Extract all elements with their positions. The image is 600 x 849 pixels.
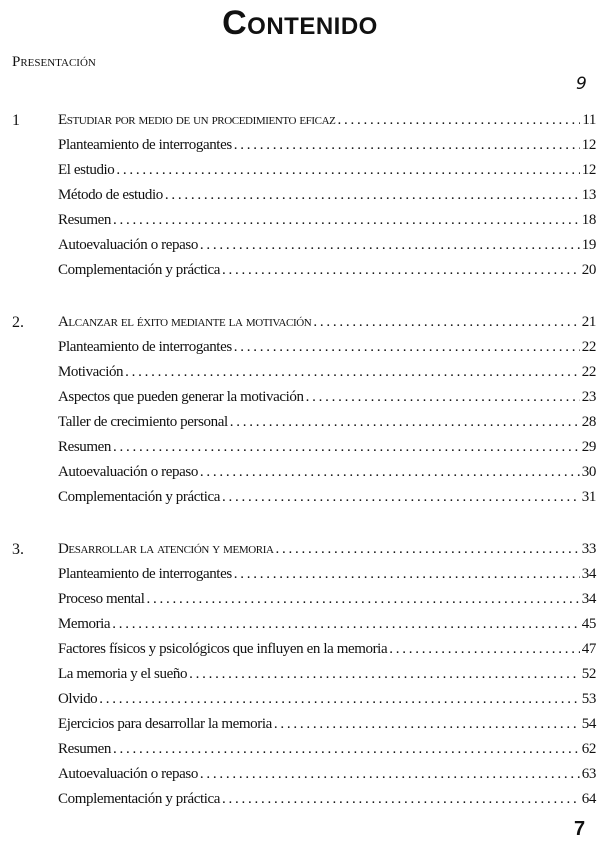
entry-page: 28 (581, 414, 596, 430)
entry-label: Aspectos que pueden generar la motivación (58, 389, 304, 405)
leader-dots (234, 566, 580, 583)
leader-dots (222, 262, 580, 279)
entry-label: Taller de crecimiento personal (58, 414, 228, 430)
toc-entry (58, 741, 596, 763)
toc-entry (58, 212, 596, 234)
leader-dots (125, 364, 580, 381)
chapter-page: 11 (582, 112, 596, 128)
leader-dots (113, 741, 580, 758)
entry-label: Memoria (58, 616, 111, 632)
toc-entry (58, 489, 596, 511)
entry-page: 52 (581, 666, 596, 682)
leader-dots (116, 162, 579, 179)
chapter-title: Desarrollar la atención y memoria (58, 541, 274, 557)
chapter-number: 1 (12, 112, 20, 129)
chapter-title: Alcanzar el éxito mediante la motivación (58, 314, 312, 330)
chapter-number: 2. (12, 314, 24, 331)
entry-page: 63 (581, 766, 596, 782)
toc-entry (58, 364, 596, 386)
presentation-page: 9 (576, 74, 587, 94)
toc-entry (58, 137, 596, 159)
leader-dots (306, 389, 580, 406)
chapter-number: 3. (12, 541, 24, 558)
entry-page: 12 (581, 162, 596, 178)
leader-dots (313, 314, 579, 331)
entry-label: Ejercicios para desarrollar la memoria (58, 716, 272, 732)
leader-dots (189, 666, 580, 683)
toc-entry (58, 616, 596, 638)
chapter-title: Estudiar por medio de un procedimiento eficaz (58, 112, 336, 128)
entry-page: 45 (581, 616, 596, 632)
chapter-heading (58, 314, 596, 336)
entry-label: La memoria y el sueño (58, 666, 188, 682)
leader-dots (389, 641, 580, 658)
leader-dots (274, 716, 580, 733)
entry-label: Factores físicos y psicológicos que influyen en la memoria (58, 641, 388, 657)
entry-page: 19 (581, 237, 596, 253)
toc-entry (58, 641, 596, 663)
entry-label: Autoevaluación o repaso (58, 464, 198, 480)
entry-label: Complementación y práctica (58, 791, 221, 807)
toc-entry (58, 187, 596, 209)
entry-page: 54 (581, 716, 596, 732)
entry-page: 22 (581, 339, 596, 355)
entry-page: 12 (581, 137, 596, 153)
leader-dots (234, 137, 580, 154)
entry-label: Proceso mental (58, 591, 145, 607)
leader-dots (200, 237, 580, 254)
entry-label: Planteamiento de interrogantes (58, 339, 232, 355)
toc-entry (58, 339, 596, 361)
entry-page: 23 (581, 389, 596, 405)
presentation-label: Presentación (12, 54, 96, 70)
chapter-heading (58, 541, 596, 563)
toc-entry (58, 237, 596, 259)
entry-label: Motivación (58, 364, 124, 380)
entry-page: 31 (581, 489, 596, 505)
toc-entry (58, 791, 596, 813)
entry-page: 30 (581, 464, 596, 480)
toc-entry (58, 162, 596, 184)
chapter-page: 33 (581, 541, 596, 557)
leader-dots (112, 616, 580, 633)
entry-label: Planteamiento de interrogantes (58, 566, 232, 582)
entry-label: Planteamiento de interrogantes (58, 137, 232, 153)
entry-page: 34 (581, 566, 596, 582)
leader-dots (222, 791, 580, 808)
page-title: Contenido (222, 4, 378, 42)
toc-entry (58, 716, 596, 738)
toc-entry (58, 414, 596, 436)
chapter-heading (58, 112, 596, 134)
entry-label: El estudio (58, 162, 115, 178)
toc-entry (58, 591, 596, 613)
leader-dots (165, 187, 580, 204)
toc-entry (58, 464, 596, 486)
entry-page: 62 (581, 741, 596, 757)
toc-entry (58, 691, 596, 713)
entry-page: 64 (581, 791, 596, 807)
leader-dots (230, 414, 580, 431)
entry-page: 18 (581, 212, 596, 228)
entry-page: 13 (581, 187, 596, 203)
entry-label: Resumen (58, 212, 112, 228)
chapter-page: 21 (581, 314, 596, 330)
entry-label: Resumen (58, 741, 112, 757)
leader-dots (146, 591, 579, 608)
leader-dots (222, 489, 580, 506)
toc-entry (58, 262, 596, 284)
entry-page: 20 (581, 262, 596, 278)
leader-dots (234, 339, 580, 356)
page-number: 7 (574, 818, 586, 840)
leader-dots (337, 112, 580, 129)
leader-dots (113, 439, 580, 456)
entry-label: Resumen (58, 439, 112, 455)
leader-dots (200, 464, 580, 481)
toc-entry (58, 439, 596, 461)
entry-page: 29 (581, 439, 596, 455)
toc-entry (58, 766, 596, 788)
leader-dots (99, 691, 580, 708)
entry-page: 34 (581, 591, 596, 607)
toc-entry (58, 666, 596, 688)
leader-dots (113, 212, 580, 229)
leader-dots (200, 766, 580, 783)
entry-label: Complementación y práctica (58, 262, 221, 278)
entry-page: 22 (581, 364, 596, 380)
entry-label: Olvido (58, 691, 98, 707)
entry-label: Autoevaluación o repaso (58, 766, 198, 782)
leader-dots (276, 541, 580, 558)
entry-label: Complementación y práctica (58, 489, 221, 505)
entry-label: Método de estudio (58, 187, 163, 203)
entry-label: Autoevaluación o repaso (58, 237, 198, 253)
entry-page: 53 (581, 691, 596, 707)
entry-page: 47 (581, 641, 596, 657)
toc-entry (58, 389, 596, 411)
toc-entry (58, 566, 596, 588)
